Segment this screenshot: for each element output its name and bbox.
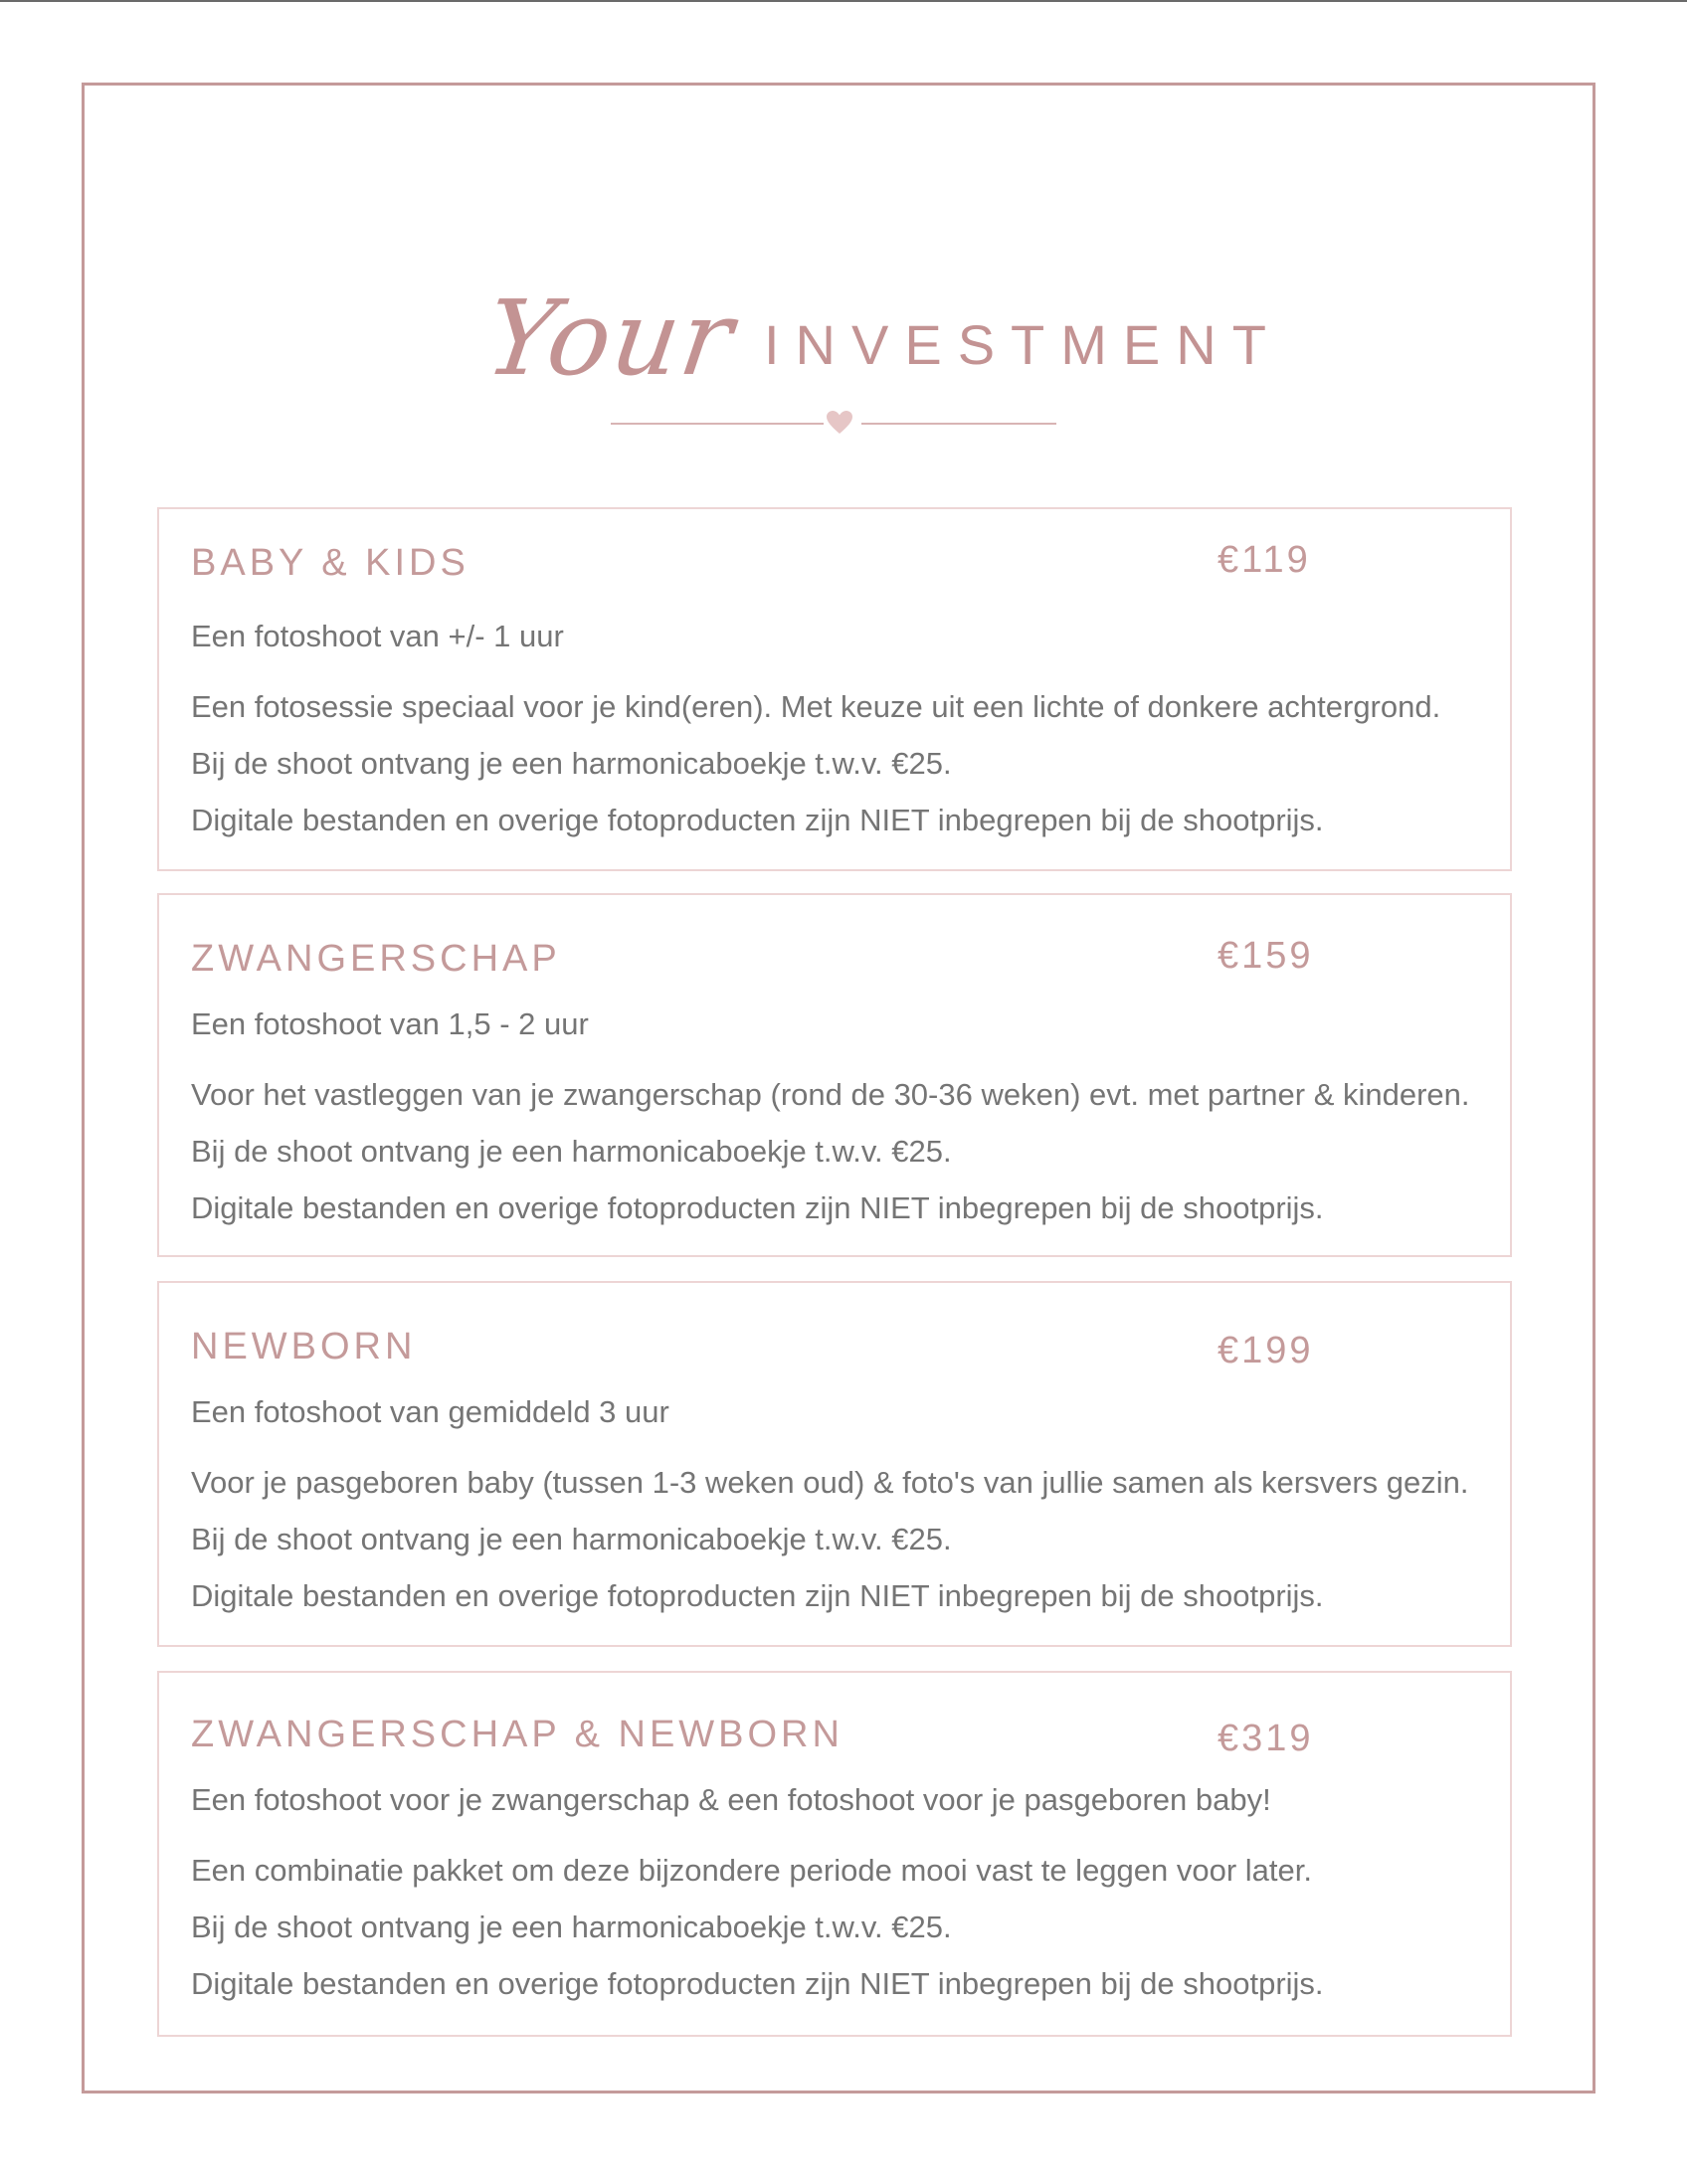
description-line: Digitale bestanden en overige fotoproducten zijn NIET inbegrepen bij de shootprijs. (191, 1966, 1324, 2001)
heart-icon (826, 410, 853, 436)
package-price: €119 (1218, 539, 1311, 581)
description-line: Digitale bestanden en overige fotoproducten zijn NIET inbegrepen bij de shootprijs. (191, 1190, 1324, 1225)
description-line: Bij de shoot ontvang je een harmonicaboekje t.w.v. €25. (191, 746, 952, 781)
package-subtitle: Een fotoshoot van +/- 1 uur (191, 619, 564, 653)
package-card-zwangerschap (157, 893, 1512, 1257)
description-line: Een fotosessie speciaal voor je kind(eren). Met keuze uit een lichte of donkere achtergrond. (191, 689, 1441, 724)
description-line: Bij de shoot ontvang je een harmonicaboekje t.w.v. €25. (191, 1134, 952, 1169)
package-card-baby-kids (157, 507, 1512, 871)
package-description (191, 1066, 1504, 1236)
description-line: Voor je pasgeboren baby (tussen 1-3 weken oud) & foto's van jullie samen als kersvers gezin. (191, 1465, 1469, 1500)
heart-divider (611, 408, 1056, 438)
package-card-zwangerschap-newborn (157, 1671, 1512, 2037)
description-line: Bij de shoot ontvang je een harmonicaboekje t.w.v. €25. (191, 1910, 952, 1944)
top-rule (0, 0, 1687, 2)
package-title: BABY & KIDS (191, 542, 469, 584)
description-line: Bij de shoot ontvang je een harmonicaboekje t.w.v. €25. (191, 1522, 952, 1556)
page-heading (0, 269, 1687, 428)
package-title: ZWANGERSCHAP & NEWBORN (191, 1714, 844, 1755)
package-description (191, 1842, 1504, 2012)
package-title: ZWANGERSCHAP (191, 938, 561, 980)
description-line: Digitale bestanden en overige fotoproducten zijn NIET inbegrepen bij de shootprijs. (191, 803, 1324, 837)
package-description (191, 1454, 1504, 1624)
package-price: €159 (1218, 935, 1314, 977)
description-line: Digitale bestanden en overige fotoproducten zijn NIET inbegrepen bij de shootprijs. (191, 1578, 1324, 1613)
package-subtitle: Een fotoshoot voor je zwangerschap & een fotoshoot voor je pasgeboren baby! (191, 1782, 1271, 1817)
package-subtitle: Een fotoshoot van 1,5 - 2 uur (191, 1006, 589, 1041)
divider-line-left (611, 423, 824, 425)
divider-line-right (861, 423, 1056, 425)
package-title: NEWBORN (191, 1326, 417, 1367)
heading-script-word: Your (478, 277, 742, 399)
package-subtitle: Een fotoshoot van gemiddeld 3 uur (191, 1394, 669, 1429)
package-price: €199 (1218, 1330, 1314, 1371)
description-line: Een combinatie pakket om deze bijzondere periode mooi vast te leggen voor later. (191, 1853, 1313, 1888)
package-card-newborn (157, 1281, 1512, 1647)
package-price: €319 (1218, 1718, 1314, 1759)
description-line: Voor het vastleggen van je zwangerschap (rond de 30-36 weken) evt. met partner & kinderen. (191, 1077, 1470, 1112)
package-description (191, 678, 1504, 848)
page-title: INVESTMENT (764, 313, 1282, 376)
